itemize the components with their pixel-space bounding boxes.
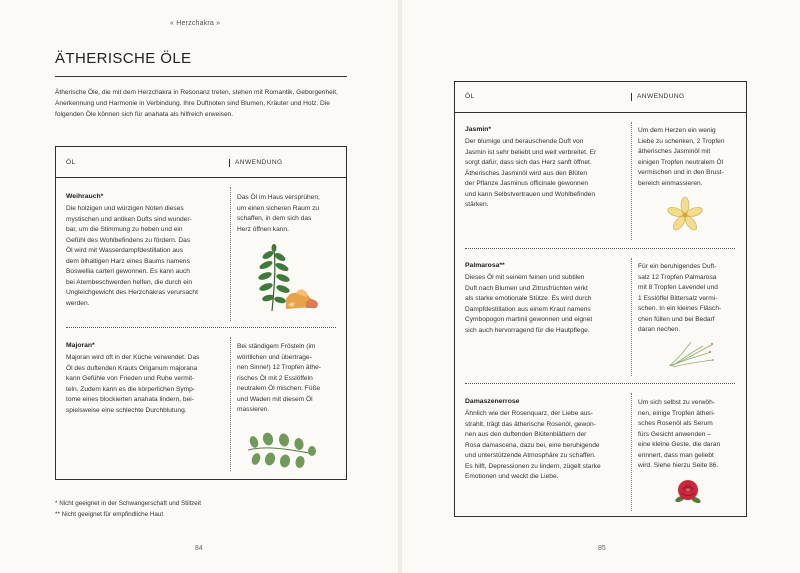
title-rule <box>55 76 347 77</box>
row-separator <box>66 327 336 328</box>
oil-description-palmarosa: Dieses Öl mit seinem feinen und subtilen Duft nach Blumen und Zitrusfrüchten wirkt als starke emotionale Stütze. Es wird durch Dampfdestillation aus einem Kraut namens Cymbopogon martinii gewonnen und eignet sich auch hervorragend für die Hautpflege. <box>465 274 593 334</box>
frankincense-illustration <box>252 245 332 315</box>
row-separator <box>465 383 735 384</box>
table-header-oil: ÖL <box>465 93 475 100</box>
marjoram-illustration <box>244 432 318 470</box>
oil-description-weihrauch: Die holzigen und würzigen Noten dieses mystischen und antiken Dufts sind wunder- bar, um die Stimmung zu heben und ein Gefühl des Wohlbefindens zu fördern. Das Öl wird mit Wasserdampfdestillation aus dem ölhaltigen Harz eines Baums namens Boswellia carteri gewonnen. Es kann auch bei Atembeschwerden helfen, die durch ein Ungleichgewicht des Herzchakras verursacht werden. <box>66 205 198 307</box>
oil-usage-majoran: Bei ständigem Frösteln (im wörtlichen und übertrage- nen Sinne!) 12 Tropfen äthe- risches Öl mit 2 Esslöffeln neutralem Öl mischen. Füße und Waden mit diesem Öl massieren. <box>237 343 321 413</box>
oil-usage-damaszenerrose: Um sich selbst zu verwöh- nen, einige Tropfen ätheri- sches Rosenöl als Serum fürs Gesicht anwenden – eine kleine Geste, die daran erinnert, dass man geliebt wird. Siehe hierzu Seite 86. <box>638 399 721 469</box>
footnote-1: * Nicht geeignet in der Schwangerschaft und Stillzeit <box>55 500 201 507</box>
header-rule <box>56 177 346 178</box>
left-page <box>0 0 398 573</box>
footnotes <box>55 498 201 520</box>
column-divider <box>230 187 231 321</box>
oil-description-damaszenerrose: Ähnlich wie der Rosenquarz, der Liebe aus- strahlt, trägt das ätherische Rosenöl, gewon- nen aus den duftenden Blütenblättern der Rosa damascena, dazu bei, eine beruhigende und unterstützende Atmosphäre zu schaffen. Es hilft, Depressionen zu lindern, zügelt starke Emotionen und weckt die Liebe. <box>465 410 601 480</box>
oil-description-majoran: Majoran wird oft in der Küche verwendet. Das Öl des duftenden Krauts Origanum majorana kann Gefühle von Frieden und Ruhe vermit- teln. Zudem kann es die körperlichen Symp- tome eines blockierten anahata lindern, bei- spielsweise eine schlechte Durchblutung. <box>66 354 200 414</box>
column-divider <box>631 393 632 511</box>
column-divider <box>230 337 231 471</box>
oil-usage-palmarosa: Für ein beruhigendes Duft- salz 12 Tropfen Palmarosa mit 8 Tropfen Lavendel und 1 Esslöffel Bittersalz vermi- schen. In ein kleines Fläsch- chen füllen und bei Bedarf daran riechen. <box>638 263 722 333</box>
palmarosa-grass-illustration <box>667 340 715 370</box>
page-number-left: 84 <box>195 545 203 552</box>
oil-name-majoran: Majoran* <box>66 342 95 349</box>
running-head: « Herzchakra » <box>170 20 221 27</box>
header-separator <box>229 159 230 167</box>
rose-illustration <box>673 477 703 505</box>
page-number-right: 85 <box>598 545 606 552</box>
row-separator <box>465 248 735 249</box>
header-rule <box>455 112 746 113</box>
oil-usage-jasmin: Um dem Herzen ein wenig Liebe zu schenken, 2 Tropfen ätherisches Jasminöl mit einigen Tropfen neutralem Öl vermischen und in den Brust- bereich einmassieren. <box>638 127 725 187</box>
right-page <box>402 0 800 573</box>
jasmine-flower-illustration <box>667 197 703 233</box>
oil-description-jasmin: Der blumige und berauschende Duft von Jasmin ist sehr beliebt und weit verbreitet. Er sorgt dafür, dass sich das Herz sanft öffnet. Ätherisches Jasminöl wird aus den Blüten der Pflanze Jasminus officinale gewonnen und kann Selbstvertrauen und Wohlbefinden stärken. <box>465 138 597 208</box>
column-divider <box>631 122 632 240</box>
footnote-2: ** Nicht geeignet für empfindliche Haut <box>55 511 164 518</box>
oil-name-palmarosa: Palmarosa** <box>465 262 505 269</box>
oil-name-weihrauch: Weihrauch* <box>66 193 104 200</box>
oils-table-right <box>454 81 747 517</box>
oil-name-damaszenerrose: Damaszenerrose <box>465 398 520 405</box>
oil-name-jasmin: Jasmin* <box>465 126 492 133</box>
table-header-usage: ANWENDUNG <box>637 93 685 100</box>
oils-table-left <box>55 146 347 480</box>
oil-usage-weihrauch: Das Öl im Haus versprühen, um einen sicheren Raum zu schaffen, in dem sich das Herz öffnen kann. <box>237 194 320 233</box>
header-separator <box>631 93 632 101</box>
table-header-usage: ANWENDUNG <box>235 159 283 166</box>
intro-paragraph: Ätherische Öle, die mit dem Herzchakra in Resonanz treten, stehen mit Romantik, Geborgenheit, Anerkennung und Harmonie in Verbindung. Ihre Duftnoten sind Blumen, Kräuter und Holz. Die folgenden Öle können sich für anahata als hilfreich erweisen. <box>55 89 338 118</box>
column-divider <box>631 258 632 376</box>
table-header-oil: ÖL <box>66 159 76 166</box>
page-title: ÄTHERISCHE ÖLE <box>55 50 192 67</box>
